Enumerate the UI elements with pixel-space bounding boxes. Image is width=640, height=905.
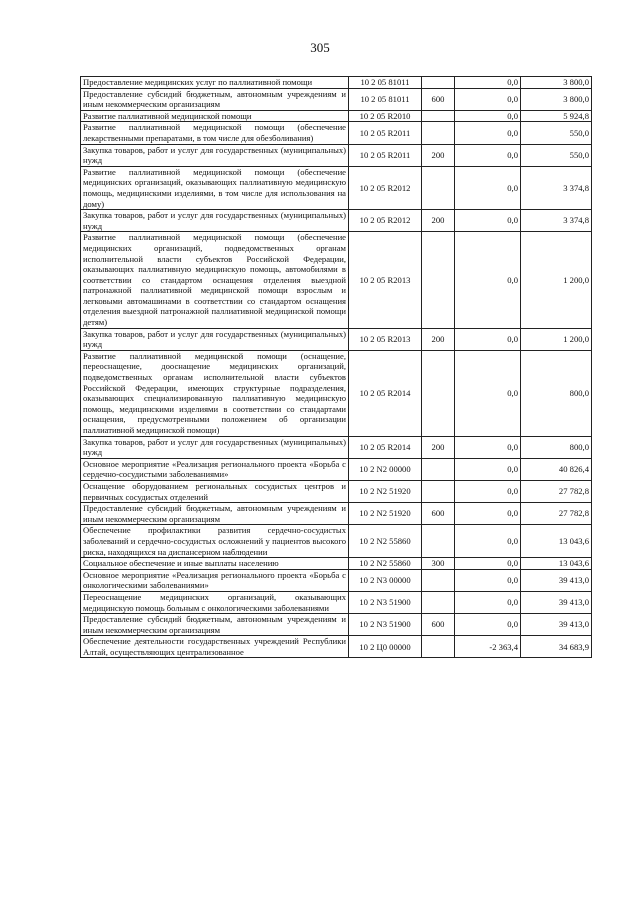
table-row — [81, 166, 592, 209]
row-expense-type: 200 — [422, 328, 455, 350]
row-expense-type: 600 — [422, 88, 455, 110]
row-total: 800,0 — [521, 350, 592, 436]
table-row — [81, 614, 592, 636]
row-name: Развитие паллиативной медицинской помощи (обеспечение лекарственными препаратами, в том числе для обезболивания) — [81, 122, 349, 144]
row-expense-type — [422, 480, 455, 502]
row-expense-type: 200 — [422, 436, 455, 458]
row-code: 10 2 05 R2011 — [349, 122, 422, 144]
row-name: Развитие паллиативной медицинской помощи — [81, 110, 349, 122]
row-code: 10 2 05 R2014 — [349, 436, 422, 458]
row-change: 0,0 — [455, 88, 521, 110]
row-code: 10 2 N3 00000 — [349, 569, 422, 591]
table-row — [81, 569, 592, 591]
row-change: 0,0 — [455, 458, 521, 480]
row-expense-type — [422, 525, 455, 558]
row-change: 0,0 — [455, 350, 521, 436]
row-change: 0,0 — [455, 166, 521, 209]
row-expense-type: 600 — [422, 614, 455, 636]
table-row — [81, 558, 592, 570]
page-number: 305 — [310, 40, 330, 55]
row-change: 0,0 — [455, 232, 521, 328]
row-name: Развитие паллиативной медицинской помощи (обеспечение медицинских организаций, подведомственных органам исполнительной власти субъектов Российской Федерации, оказывающих паллиативную медицинскую помощь, автомобилями в соответствии со стандартом оснащения отделения выездной патронажной паллиативной медицинской помощи взрослым и легковыми автомашинами в соответствии со стандартом оснащения отделения выездной патронажной паллиативной медицинской помощи детям) — [81, 232, 349, 328]
row-total: 550,0 — [521, 122, 592, 144]
row-code: 10 2 N2 51920 — [349, 480, 422, 502]
row-total: 3 374,8 — [521, 166, 592, 209]
row-change: 0,0 — [455, 436, 521, 458]
row-name: Развитие паллиативной медицинской помощи (обеспечение медицинских организаций, оказывающих паллиативную медицинскую помощь, медицинскими изделиями, в том числе для использования на дому) — [81, 166, 349, 209]
row-change: 0,0 — [455, 569, 521, 591]
row-change: 0,0 — [455, 210, 521, 232]
table-row — [81, 110, 592, 122]
row-total: 27 782,8 — [521, 480, 592, 502]
row-expense-type — [422, 569, 455, 591]
table-row — [81, 503, 592, 525]
row-code: 10 2 05 R2012 — [349, 166, 422, 209]
row-total: 39 413,0 — [521, 614, 592, 636]
row-expense-type — [422, 232, 455, 328]
row-name: Закупка товаров, работ и услуг для государственных (муниципальных) нужд — [81, 210, 349, 232]
row-expense-type: 600 — [422, 503, 455, 525]
row-expense-type — [422, 122, 455, 144]
row-name: Оснащение оборудованием региональных сосудистых центров и первичных сосудистых отделений — [81, 480, 349, 502]
row-expense-type — [422, 636, 455, 658]
row-change: 0,0 — [455, 480, 521, 502]
row-total: 39 413,0 — [521, 569, 592, 591]
row-change: 0,0 — [455, 144, 521, 166]
table-row — [81, 480, 592, 502]
row-name: Предоставление субсидий бюджетным, автономным учреждениям и иным некоммерческим организациям — [81, 88, 349, 110]
row-name: Обеспечение деятельности государственных учреждений Республики Алтай, осуществляющих централизованное — [81, 636, 349, 658]
budget-table — [80, 76, 592, 658]
row-name: Предоставление медицинских услуг по паллиативной помощи — [81, 77, 349, 89]
row-change: 0,0 — [455, 503, 521, 525]
row-change: -2 363,4 — [455, 636, 521, 658]
row-name: Предоставление субсидий бюджетным, автономным учреждениям и иным некоммерческим организациям — [81, 503, 349, 525]
row-name: Закупка товаров, работ и услуг для государственных (муниципальных) нужд — [81, 328, 349, 350]
row-total: 3 800,0 — [521, 88, 592, 110]
row-code: 10 2 N3 51900 — [349, 591, 422, 613]
table-row — [81, 210, 592, 232]
row-name: Предоставление субсидий бюджетным, автономным учреждениям и иным некоммерческим организациям — [81, 614, 349, 636]
table-row — [81, 77, 592, 89]
row-expense-type — [422, 166, 455, 209]
row-code: 10 2 N2 51920 — [349, 503, 422, 525]
row-change: 0,0 — [455, 110, 521, 122]
table-row — [81, 436, 592, 458]
row-code: 10 2 N2 00000 — [349, 458, 422, 480]
table-row — [81, 122, 592, 144]
budget-table-body — [81, 77, 592, 658]
row-change: 0,0 — [455, 558, 521, 570]
row-change: 0,0 — [455, 591, 521, 613]
row-total: 3 374,8 — [521, 210, 592, 232]
row-name: Обеспечение профилактики развития сердечно-сосудистых заболеваний и сердечно-сосудистых осложнений у пациентов высокого риска, находящихся на диспансерном наблюдении — [81, 525, 349, 558]
row-name: Развитие паллиативной медицинской помощи (оснащение, переоснащение, дооснащение медицинских организаций, подведомственных органам исполнительной власти субъектов Российской Федерации, имеющих структурные подразделения, оказывающих специализированную паллиативную медицинскую помощь, медицинскими изделиями в соответствии со стандартами оснащения, предусмотренными положением об организации паллиативной медицинской помощи) — [81, 350, 349, 436]
row-name: Закупка товаров, работ и услуг для государственных (муниципальных) нужд — [81, 144, 349, 166]
row-code: 10 2 N2 55860 — [349, 558, 422, 570]
table-row — [81, 636, 592, 658]
row-change: 0,0 — [455, 77, 521, 89]
row-expense-type — [422, 110, 455, 122]
row-expense-type — [422, 350, 455, 436]
row-total: 39 413,0 — [521, 591, 592, 613]
row-total: 550,0 — [521, 144, 592, 166]
row-total: 27 782,8 — [521, 503, 592, 525]
row-total: 5 924,8 — [521, 110, 592, 122]
table-row — [81, 525, 592, 558]
table-row — [81, 458, 592, 480]
row-expense-type — [422, 458, 455, 480]
row-code: 10 2 05 81011 — [349, 88, 422, 110]
row-code: 10 2 Ц0 00000 — [349, 636, 422, 658]
row-code: 10 2 N3 51900 — [349, 614, 422, 636]
row-code: 10 2 05 R2011 — [349, 144, 422, 166]
row-name: Социальное обеспечение и иные выплаты населению — [81, 558, 349, 570]
row-change: 0,0 — [455, 122, 521, 144]
row-name: Закупка товаров, работ и услуг для государственных (муниципальных) нужд — [81, 436, 349, 458]
row-total: 800,0 — [521, 436, 592, 458]
row-total: 1 200,0 — [521, 328, 592, 350]
table-row — [81, 328, 592, 350]
row-change: 0,0 — [455, 328, 521, 350]
row-total: 40 826,4 — [521, 458, 592, 480]
table-row — [81, 144, 592, 166]
row-expense-type: 300 — [422, 558, 455, 570]
row-code: 10 2 05 R2013 — [349, 328, 422, 350]
row-expense-type: 200 — [422, 144, 455, 166]
row-code: 10 2 05 R2012 — [349, 210, 422, 232]
row-name: Переоснащение медицинских организаций, оказывающих медицинскую помощь больным с онкологическими заболеваниями — [81, 591, 349, 613]
table-row — [81, 88, 592, 110]
row-code: 10 2 05 81011 — [349, 77, 422, 89]
row-code: 10 2 05 R2010 — [349, 110, 422, 122]
row-expense-type: 200 — [422, 210, 455, 232]
row-total: 13 043,6 — [521, 558, 592, 570]
table-row — [81, 350, 592, 436]
row-change: 0,0 — [455, 525, 521, 558]
row-total: 1 200,0 — [521, 232, 592, 328]
row-expense-type — [422, 591, 455, 613]
row-code: 10 2 05 R2014 — [349, 350, 422, 436]
row-name: Основное мероприятие «Реализация регионального проекта «Борьба с сердечно-сосудистыми заболеваниями» — [81, 458, 349, 480]
row-change: 0,0 — [455, 614, 521, 636]
row-total: 13 043,6 — [521, 525, 592, 558]
row-total: 3 800,0 — [521, 77, 592, 89]
row-name: Основное мероприятие «Реализация регионального проекта «Борьба с онкологическими заболеваниями» — [81, 569, 349, 591]
table-row — [81, 232, 592, 328]
row-code: 10 2 N2 55860 — [349, 525, 422, 558]
table-row — [81, 591, 592, 613]
row-code: 10 2 05 R2013 — [349, 232, 422, 328]
row-expense-type — [422, 77, 455, 89]
row-total: 34 683,9 — [521, 636, 592, 658]
